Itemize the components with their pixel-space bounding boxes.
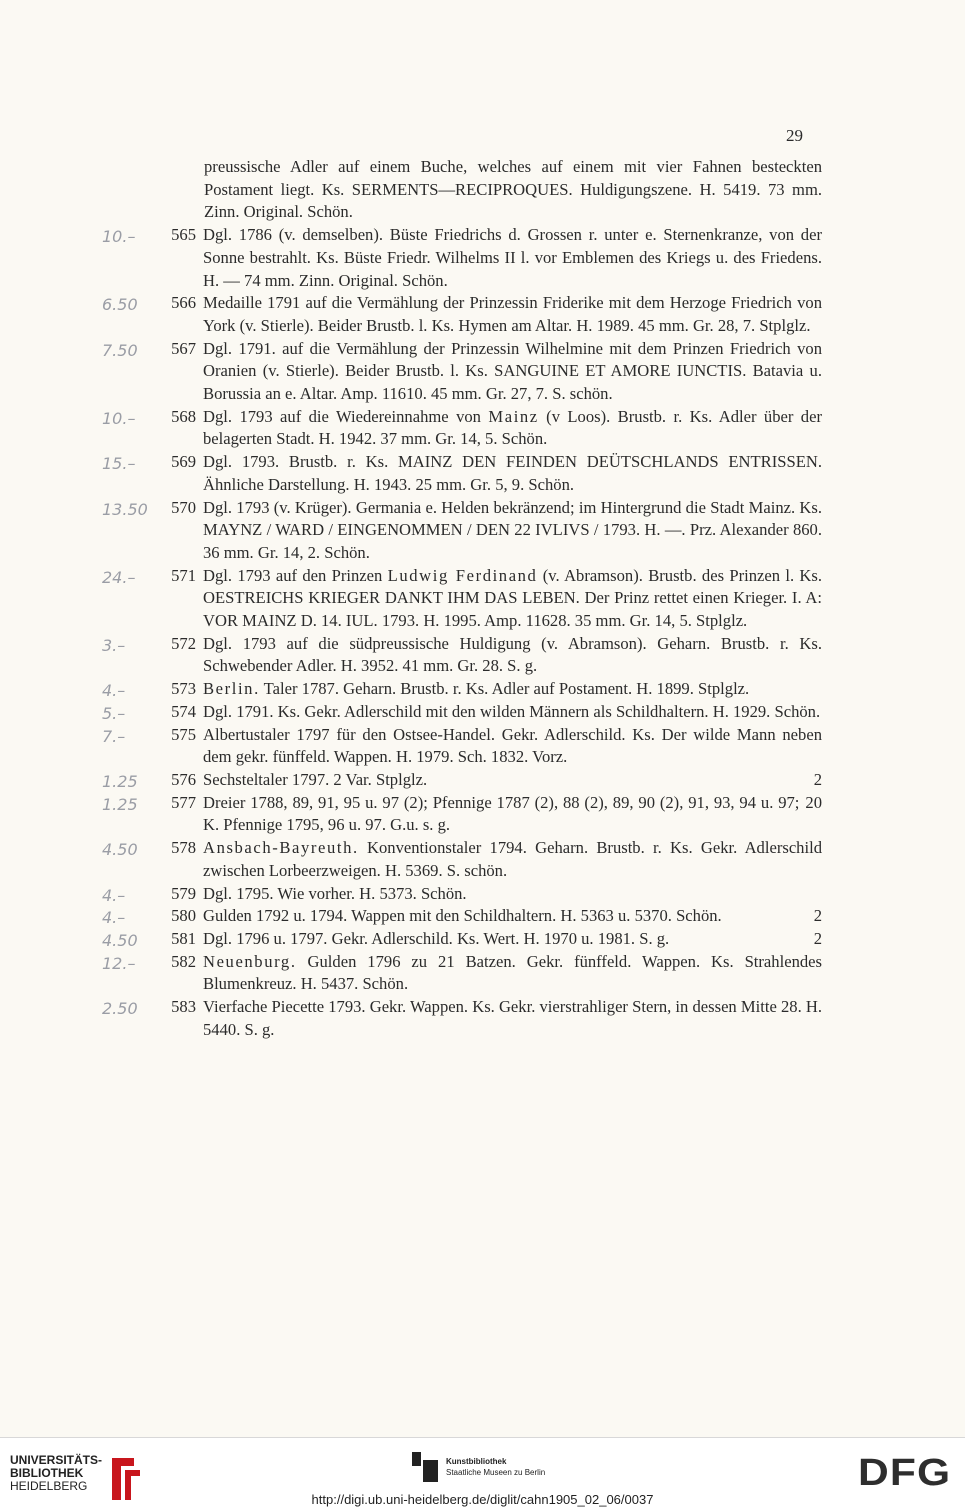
catalog-entry xyxy=(102,701,822,724)
description-part: Dgl. 1793 auf den Prinzen xyxy=(203,565,388,585)
lot-description xyxy=(203,338,822,406)
lot-quantity: 2 xyxy=(813,769,822,789)
kunstbibliothek-name xyxy=(446,1456,545,1478)
handwritten-price-note: 24.– xyxy=(102,567,136,587)
lot-number: 567 xyxy=(171,338,196,358)
catalog-entry xyxy=(102,837,822,882)
uni-line-1: UNIVERSITÄTS- xyxy=(10,1453,103,1467)
catalog-entry xyxy=(102,996,822,1041)
lot-number: 580 xyxy=(171,906,196,926)
description-part: Gulden 1796 zu 21 Batzen. Gekr. fünffeld. Wappen. Ks. Strahlendes Blumenkreuz. H. 5437. Schön. xyxy=(203,951,822,994)
lot-description xyxy=(203,837,822,882)
lot-description xyxy=(203,951,822,996)
description-part: Dgl. 1793 auf die Wiedereinnahme von xyxy=(203,406,489,426)
lot-number: 576 xyxy=(171,769,196,789)
kunstbibliothek-logo[interactable] xyxy=(410,1450,545,1484)
catalog-entry xyxy=(102,678,822,701)
lot-description xyxy=(203,724,822,769)
handwritten-price-note: 4.– xyxy=(102,681,126,701)
handwritten-price-note: 4.50 xyxy=(102,840,138,860)
description-text: Dgl. 1793. Brustb. r. Ks. MAINZ DEN FEINDEN DEÜTSCHLANDS ENTRISSEN. Ähnliche Darstellung. H. 1943. 25 mm. Gr. 5, 9. Schön. xyxy=(203,452,822,494)
lot-number: 582 xyxy=(171,951,196,971)
lot-description xyxy=(203,792,822,837)
description-part: (v. Abramson). Brustb. des Prinzen l. Ks. OESTREICHS KRIEGER DANKT IHM DAS LEBEN. Der Prinz rettet einen Krieger. I. A: VOR MAINZ D. 14. IUL. 1793. H. 1995. Amp. 11628. 35 mm. Gr. 14, 5. Stplglz. xyxy=(203,565,823,631)
lot-description xyxy=(203,678,822,701)
handwritten-price-note: 15.– xyxy=(102,454,136,474)
catalog-entry xyxy=(102,951,822,996)
handwritten-price-note: 1.25 xyxy=(102,771,138,791)
description-text: Dgl. 1791. auf die Vermählung der Prinzessin Wilhelmine mit dem Prinzen Friedrich von Oranien (v. Stierle). Beider Brustb. l. Ks. SANGUINE ET AMORE IUNCTIS. Batavia u. Borussia an e. Altar. Amp. 11610. 45 mm. Gr. 27, 7. S. schön. xyxy=(203,338,822,404)
lot-number: 573 xyxy=(171,679,196,699)
lot-description xyxy=(203,224,822,292)
description-part: (v Loos). Brustb. r. Ks. Adler über der belagerten Stadt. H. 1942. 37 mm. Gr. 14, 5. Schön. xyxy=(203,406,822,449)
lead-paragraph: preussische Adler auf einem Buche, welches auf einem mit vier Fahnen besteckten Postament liegt. Ks. SERMENTS—RECIPROQUES. Huldigungszene. H. 5419. 73 mm. Zinn. Original. Schön. xyxy=(204,157,822,222)
catalog-entry xyxy=(102,928,822,951)
lot-number: 574 xyxy=(171,701,196,721)
catalog-entry xyxy=(102,724,822,769)
catalog-entry xyxy=(102,769,822,792)
university-library-name xyxy=(10,1454,102,1493)
catalog-entry xyxy=(102,292,822,337)
lot-description xyxy=(203,406,822,451)
place-name-spaced: Mainz xyxy=(488,406,539,426)
lot-number: 568 xyxy=(171,406,196,426)
catalog-entry xyxy=(102,792,822,837)
handwritten-price-note: 10.– xyxy=(102,408,136,428)
lot-number: 572 xyxy=(171,633,196,653)
page-number: 29 xyxy=(786,126,803,145)
permalink-url[interactable]: http://digi.ub.uni-heidelberg.de/diglit/cahn1905_02_06/0037 xyxy=(311,1492,654,1507)
lot-description xyxy=(203,292,822,337)
catalog-text xyxy=(102,156,823,1041)
catalog-entry xyxy=(102,451,822,496)
description-text: Vierfache Piecette 1793. Gekr. Wappen. Ks. Gekr. vierstrahliger Stern, in dessen Mitte 28. H. 5440. S. g. xyxy=(203,997,822,1039)
description-text: Dgl. 1793 (v. Krüger). Germania e. Helden bekränzend; im Hintergrund die Stadt Mainz. Ks. MAYNZ / WARD / EINGENOMMEN / DEN 22 IVLIVS / 1793. H. —. Prz. Alexander 860. 36 mm. Gr. 14, 2. Schön. xyxy=(203,497,822,562)
kb-line-1: Kunstbibliothek xyxy=(446,1457,507,1466)
place-name-spaced: Ansbach-Bayreuth. xyxy=(203,838,359,858)
handwritten-price-note: 7.– xyxy=(102,726,126,746)
place-name-spaced: Neuenburg. xyxy=(203,951,297,971)
catalog-entry xyxy=(102,883,822,906)
lot-number: 583 xyxy=(171,997,196,1017)
catalog-entry xyxy=(102,406,822,451)
lot-number: 581 xyxy=(171,928,196,948)
kb-line-2: Staatliche Museen zu Berlin xyxy=(446,1468,546,1477)
description-part: Taler 1787. Geharn. Brustb. r. Ks. Adler auf Postament. H. 1899. Stplglz. xyxy=(259,679,750,699)
footer-bar xyxy=(0,1437,965,1509)
description-text: Dgl. 1791. Ks. Gekr. Adlerschild mit den wilden Männern als Schildhaltern. H. 1929. Schön. xyxy=(203,701,821,721)
lot-number: 569 xyxy=(171,452,196,472)
handwritten-price-note: 12.– xyxy=(102,953,136,973)
description-text: Sechsteltaler 1797. 2 Var. Stplglz. xyxy=(203,769,428,789)
place-name-spaced: Ludwig Ferdinand xyxy=(387,565,538,585)
description-part: Konventionstaler 1794. Geharn. Brustb. r. Ks. Gekr. Adlerschild zwischen Lorbeerzweigen. H. 5369. S. schön. xyxy=(203,838,822,880)
handwritten-price-note: 6.50 xyxy=(102,295,138,315)
lot-description xyxy=(203,497,822,565)
lot-number: 578 xyxy=(171,838,196,858)
lot-description xyxy=(203,633,822,678)
lot-quantity: 2 xyxy=(813,928,822,948)
catalog-entry xyxy=(102,633,822,678)
entry-list xyxy=(102,224,823,1041)
lot-number: 575 xyxy=(171,724,196,744)
lot-description xyxy=(203,928,822,951)
description-text: Medaille 1791 auf die Vermählung der Prinzessin Friderike mit dem Herzoge Friedrich von York (v. Stierle). Beider Brustb. l. Ks. Hymen am Altar. H. 1989. 45 mm. Gr. 28, 7. Stplglz. xyxy=(203,293,822,335)
uni-line-2: BIBLIOTHEK xyxy=(10,1466,84,1480)
catalog-entry xyxy=(102,224,822,292)
lot-number: 570 xyxy=(171,497,196,517)
description-text: Gulden 1792 u. 1794. Wappen mit den Schildhaltern. H. 5363 u. 5370. Schön. xyxy=(203,906,722,926)
dfg-logo[interactable]: DFG xyxy=(857,1452,951,1494)
lot-description xyxy=(203,701,822,724)
lot-description xyxy=(203,996,822,1041)
catalog-entry xyxy=(102,565,823,633)
handwritten-price-note: 7.50 xyxy=(102,340,138,360)
lot-description xyxy=(203,769,822,792)
catalog-entry xyxy=(102,497,822,565)
handwritten-price-note: 1.25 xyxy=(102,794,138,814)
catalog-entry xyxy=(102,338,822,406)
handwritten-price-note: 4.– xyxy=(102,885,126,905)
description-text: Dgl. 1786 (v. demselben). Büste Friedrichs d. Grossen r. unter e. Sternenkranze, von der Sonne bestrahlt. Ks. Büste Friedr. Wilhelms II l. vor Emblemen des Kriegs u. des Friedens. H. — 74 mm. Zinn. Original. Schön. xyxy=(203,225,822,290)
handwritten-price-note: 4.– xyxy=(102,908,126,928)
lot-description xyxy=(203,883,822,906)
handwritten-price-note: 13.50 xyxy=(102,499,148,519)
catalog-entry xyxy=(102,905,822,928)
handwritten-price-note: 10.– xyxy=(102,227,136,247)
lot-number: 565 xyxy=(171,225,196,245)
description-text: Dgl. 1795. Wie vorher. H. 5373. Schön. xyxy=(203,883,467,903)
lot-description xyxy=(203,451,822,496)
lot-number: 566 xyxy=(171,293,196,313)
lot-number: 571 xyxy=(171,565,196,585)
lot-number: 579 xyxy=(171,883,196,903)
handwritten-price-note: 4.50 xyxy=(102,930,138,950)
uni-line-3: HEIDELBERG xyxy=(10,1479,88,1493)
lot-quantity: 20 xyxy=(805,792,822,812)
handwritten-price-note: 2.50 xyxy=(102,999,138,1019)
lot-description xyxy=(203,565,822,633)
description-text: Albertustaler 1797 für den Ostsee-Handel. Gekr. Adlerschild. Ks. Der wilde Mann neben dem gekr. fünffeld. Wappen. H. 1979. Sch. 1832. Vorz. xyxy=(203,724,822,767)
handwritten-price-note: 3.– xyxy=(102,635,126,655)
lot-quantity: 2 xyxy=(813,906,822,926)
description-text: Dgl. 1793 auf die südpreussische Huldigung (v. Abramson). Geharn. Brustb. r. Ks. Schwebender Adler. H. 3952. 41 mm. Gr. 28. S. g. xyxy=(203,633,822,676)
kunstbibliothek-icon xyxy=(410,1450,440,1484)
handwritten-price-note: 5.– xyxy=(102,703,126,723)
description-text: Dreier 1788, 89, 91, 95 u. 97 (2); Pfennige 1787 (2), 88 (2), 89, 90 (2), 91, 93, 94 u. 97; K. Pfennige 1795, 96 u. 97. G.u. s. g. xyxy=(203,792,800,835)
lot-description xyxy=(203,905,822,928)
place-name-spaced: Berlin. xyxy=(203,679,260,699)
lot-number: 577 xyxy=(171,792,196,812)
description-text: Dgl. 1796 u. 1797. Gekr. Adlerschild. Ks. Wert. H. 1970 u. 1981. S. g. xyxy=(203,928,670,948)
